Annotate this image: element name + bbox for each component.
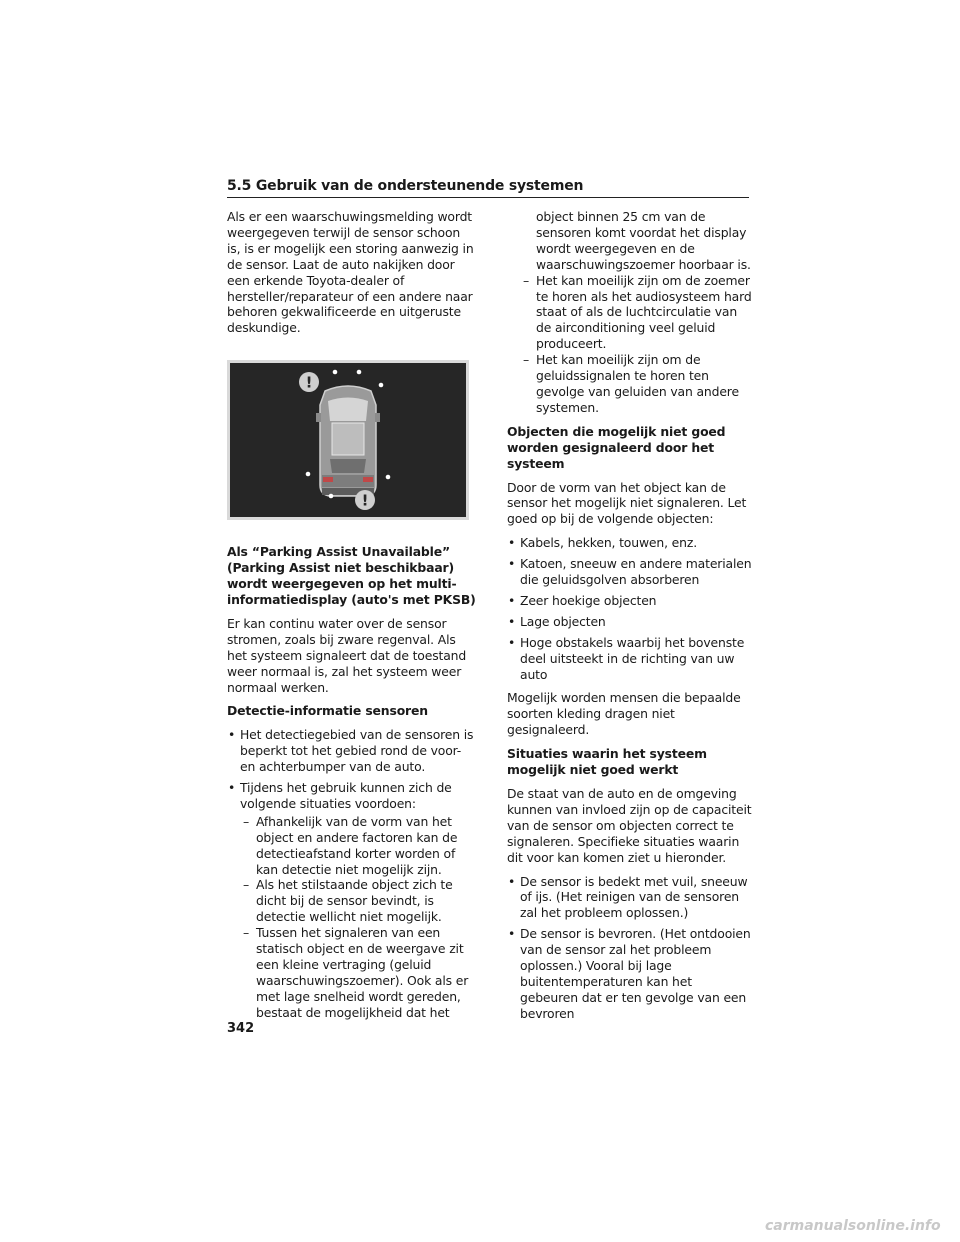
display-panel — [230, 363, 466, 517]
sublist-item-text: Het kan moeilijk zijn om de geluidssignalen te horen ten gevolge van geluiden van andere systemen. — [536, 352, 739, 415]
paragraph-conditions: De staat van de auto en de omgeving kunnen van invloed zijn op de capaciteit van de sensor om objecten correct te signaleren. Specifieke situaties waarin dit voor kan komen ziet u hieronder. — [507, 786, 752, 865]
sublist-item-text: Afhankelijk van de vorm van het object en andere factoren kan de detectieafstand korter worden of kan detectie niet mogelijk zijn. — [256, 813, 458, 877]
list-item — [507, 556, 752, 588]
heading-malfunction-situations: Situaties waarin het systeem mogelijk niet goed werkt — [507, 746, 707, 778]
watermark: carmanualsonline.info — [765, 1218, 941, 1234]
list-item — [507, 635, 752, 683]
warning-icon-front — [299, 372, 319, 392]
sublist-item-text: Tussen het signaleren van een statisch object en de weergave zit een kleine vertraging (geluid waarschuwingszoemer). Ook als er met lage snelheid wordt gereden, bestaat de mogelijkheid dat het — [256, 925, 469, 1020]
list-item-text: Het detectiegebied van de sensoren is beperkt tot het gebied rond de voor- en achterbumper van de auto. — [240, 727, 474, 775]
list-item-text: Tijdens het gebruik kunnen zich de volgende situaties voordoen: — [240, 780, 452, 811]
sublist-item — [240, 814, 477, 878]
list-item-text: Kabels, hekken, touwen, enz. — [520, 535, 698, 551]
list-item — [507, 535, 752, 551]
list-item — [507, 926, 752, 1021]
list-item — [507, 593, 752, 609]
heading-undetected-objects: Objecten die mogelijk niet goed worden gesignaleerd door het systeem — [507, 423, 726, 471]
intro-paragraph: Als er een waarschuwingsmelding wordt weergegeven terwijl de sensor schoon is, is er mogelijk een storing aanwezig in de sensor. Laat de auto nakijken door een erkende Toyota-dealer of hersteller/reparateur of een andere naar behoren gekwalificeerde en uitgeruste deskundige. — [227, 209, 474, 336]
car-sensor-illustration — [230, 363, 466, 517]
list-item-text: Zeer hoekige objecten — [520, 592, 657, 608]
paragraph-water: Er kan continu water over de sensor stromen, zoals bij zware regenval. Als het systeem signaleert dat de toestand weer normaal is, zal het systeem weer normaal werken. — [227, 615, 467, 695]
heading-parking-assist: Als “Parking Assist Unavailable” (Parking Assist niet beschikbaar) wordt weergegeven op het multi-informatiedisplay (auto's met PKSB) — [227, 544, 476, 607]
sensor-dot — [306, 472, 311, 477]
list-item — [227, 780, 477, 1021]
svg-text:!: ! — [361, 491, 369, 510]
sensor-dot — [386, 475, 391, 480]
sensor-dot — [333, 370, 338, 375]
list-item — [507, 874, 752, 922]
parking-sensor-figure — [227, 360, 469, 520]
paragraph-clothing: Mogelijk worden mensen die bepaalde soorten kleding dragen niet gesignaleerd. — [507, 690, 741, 738]
paragraph-object-shape: Door de vorm van het object kan de sensor het mogelijk niet signaleren. Let goed op bij de volgende objecten: — [507, 479, 747, 527]
sensor-dot — [357, 370, 362, 375]
situation-sublist — [240, 814, 477, 1021]
list-item-text: De sensor is bevroren. (Het ontdooien van de sensor zal het probleem oplossen.) Vooral bij lage buitentemperaturen kan het gebeuren dat er ten gevolge van een bevroren — [520, 926, 751, 1021]
left-column — [227, 209, 477, 1029]
list-item-text: De sensor is bedekt met vuil, sneeuw of ijs. (Het reinigen van de sensoren zal het probleem oplossen.) — [520, 873, 748, 921]
warning-icon-rear — [355, 490, 375, 510]
car-icon — [316, 386, 380, 496]
list-item — [507, 614, 752, 630]
list-item-text: Hoge obstakels waarbij het bovenste deel uitsteekt in de richting van uw auto — [520, 634, 745, 682]
svg-text:!: ! — [305, 373, 313, 392]
page-number: 342 — [227, 1021, 255, 1036]
sensor-dot — [379, 383, 384, 388]
list-item-text: Lage objecten — [520, 613, 606, 629]
sublist-continuation: object binnen 25 cm van de sensoren komt voordat het display wordt weergegeven en de waarschuwingszoemer hoorbaar is. — [536, 209, 751, 272]
sublist-item — [240, 877, 477, 925]
section-header: 5.5 Gebruik van de ondersteunende systemen — [227, 178, 749, 198]
objects-list — [507, 535, 752, 682]
sublist-item — [240, 925, 477, 1020]
sublist-item-text: Als het stilstaande object zich te dicht bij de sensor bevindt, is detectie wellicht niet mogelijk. — [256, 877, 453, 925]
heading-detection-info: Detectie-informatie sensoren — [227, 703, 428, 719]
right-column — [507, 209, 752, 1030]
sublist-item-text: Het kan moeilijk zijn om de zoemer te horen als het audiosysteem hard staat of als de luchtcirculatie van de airconditioning veel geluid produceert. — [536, 272, 752, 352]
list-item — [227, 727, 477, 775]
situations-list — [507, 874, 752, 1022]
sublist-item — [520, 352, 752, 416]
sublist-item — [520, 273, 752, 353]
detection-list — [227, 727, 477, 1020]
sensor-dot — [329, 494, 334, 499]
list-item-text: Katoen, sneeuw en andere materialen die geluidsgolven absorberen — [520, 556, 752, 588]
situation-sublist-continued — [520, 273, 752, 416]
